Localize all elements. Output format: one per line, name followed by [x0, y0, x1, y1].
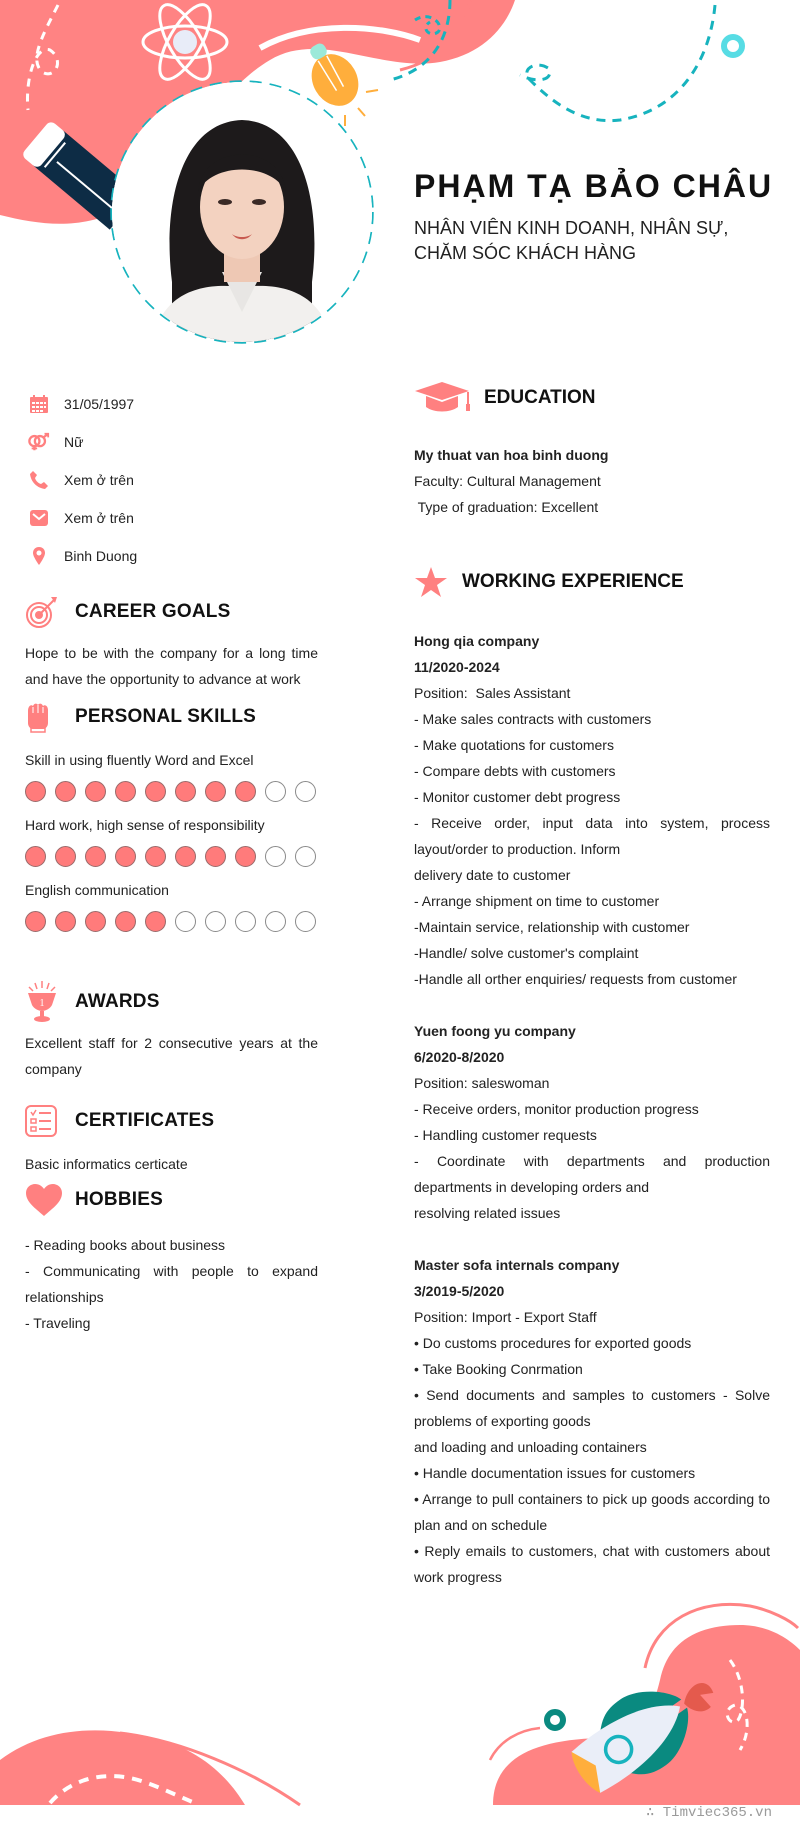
- education-entry: [414, 442, 770, 520]
- rating-dot-filled: [115, 911, 136, 932]
- contact-phone: [28, 461, 137, 499]
- rating-dot-filled: [235, 781, 256, 802]
- star-icon: [414, 566, 448, 598]
- job-duty: - Receive order, input data into system, process layout/order to production. Inform: [414, 815, 770, 857]
- gender-value: Nữ: [64, 434, 84, 450]
- job-duties: [414, 706, 770, 992]
- career-goals-text: Hope to be with the company for a long time and have the opportunity to advance at work: [25, 645, 318, 687]
- skill-label: English communication: [25, 882, 169, 898]
- rating-dot-filled: [85, 846, 106, 867]
- rating-dot-filled: [175, 781, 196, 802]
- job-duty: -Maintain service, relationship with customer: [414, 919, 690, 935]
- rating-dot-filled: [205, 781, 226, 802]
- awards-header: [25, 980, 318, 1024]
- education-section: [414, 378, 770, 520]
- job-duty: • Handle documentation issues for customers: [414, 1465, 696, 1481]
- hobby-item: - Reading books about business: [25, 1237, 226, 1253]
- profile-photo: [112, 82, 372, 342]
- career-goals-section: [25, 592, 318, 692]
- target-icon: [25, 594, 65, 630]
- rating-dot-empty: [265, 846, 286, 867]
- candidate-title: NHÂN VIÊN KINH DOANH, NHÂN SỰ, CHĂM SÓC KHÁCH HÀNG: [414, 218, 729, 263]
- education-header: [414, 378, 770, 418]
- certificates-text: Basic informatics certicate: [25, 1156, 188, 1172]
- hobbies-section: [25, 1180, 318, 1336]
- rating-dot-filled: [205, 846, 226, 867]
- personal-skills-header: [25, 697, 318, 737]
- graduation-cap-icon: [414, 381, 470, 415]
- rating-dot-filled: [85, 781, 106, 802]
- skill-label: Hard work, high sense of responsibility: [25, 817, 265, 833]
- contact-email: [28, 499, 137, 537]
- awards-section: [25, 980, 318, 1082]
- rating-dot-filled: [235, 846, 256, 867]
- job-duty: and loading and unloading containers: [414, 1439, 647, 1455]
- experience-section: [414, 562, 770, 1616]
- contact-birthday: [28, 385, 137, 423]
- rating-dot-filled: [115, 781, 136, 802]
- trophy-icon: [25, 984, 65, 1020]
- hobbies-header: [25, 1180, 318, 1220]
- rating-dot-empty: [295, 781, 316, 802]
- job-period: 11/2020-2024: [414, 659, 500, 675]
- watermark: ∴ Timviec365.vn: [645, 1805, 772, 1821]
- job-entry: [414, 1018, 770, 1226]
- job-duty: • Arrange to pull containers to pick up goods according to plan and on schedule: [414, 1491, 770, 1533]
- jobs-list: [414, 628, 770, 1590]
- company-name: Yuen foong yu company: [414, 1023, 576, 1039]
- skill-rating: [25, 846, 318, 867]
- skill-item: [25, 747, 318, 802]
- personal-skills-section: [25, 697, 318, 942]
- address-value: Binh Duong: [64, 548, 138, 564]
- certificates-section: [25, 1101, 318, 1177]
- avatar-portrait: [112, 82, 372, 342]
- hobbies-list: [25, 1232, 318, 1336]
- rating-dot-filled: [25, 846, 46, 867]
- experience-header: [414, 562, 770, 602]
- career-goals-heading: CAREER GOALS: [75, 601, 231, 622]
- job-duty: - Monitor customer debt progress: [414, 789, 621, 805]
- phone-value[interactable]: Xem ở trên: [64, 472, 134, 488]
- skills-list: [25, 747, 318, 932]
- rating-dot-filled: [145, 846, 166, 867]
- svg-text:1: 1: [39, 998, 45, 1009]
- rating-dot-filled: [145, 781, 166, 802]
- certificates-heading: CERTIFICATES: [75, 1110, 215, 1131]
- rating-dot-filled: [25, 781, 46, 802]
- awards-heading: AWARDS: [75, 991, 160, 1012]
- graduation-type: Type of graduation: Excellent: [414, 499, 599, 515]
- job-entry: [414, 1252, 770, 1590]
- rating-dot-empty: [295, 911, 316, 932]
- awards-text: Excellent staff for 2 consecutive years at the company: [25, 1035, 318, 1077]
- company-name: Master sofa internals company: [414, 1257, 620, 1273]
- skill-item: [25, 877, 318, 932]
- calendar-icon: [28, 393, 50, 415]
- candidate-name: PHẠM TẠ BẢO CHÂU: [414, 168, 774, 204]
- company-name: Hong qia company: [414, 633, 540, 649]
- skill-rating: [25, 911, 318, 932]
- rating-dot-empty: [265, 781, 286, 802]
- career-goals-header: [25, 592, 318, 632]
- job-duty: -Handle all orther enquiries/ requests from customer: [414, 971, 737, 987]
- rating-dot-empty: [175, 911, 196, 932]
- rating-dot-filled: [25, 911, 46, 932]
- rating-dot-filled: [55, 846, 76, 867]
- skill-rating: [25, 781, 318, 802]
- location-pin-icon: [28, 545, 50, 567]
- faculty: Faculty: Cultural Management: [414, 473, 601, 489]
- job-duty: - Arrange shipment on time to customer: [414, 893, 660, 909]
- rating-dot-empty: [235, 911, 256, 932]
- hobby-item: - Communicating with people to expand relationships: [25, 1263, 318, 1305]
- rating-dot-empty: [205, 911, 226, 932]
- job-duty: • Reply emails to customers, chat with customers about work progress: [414, 1543, 770, 1585]
- checklist-icon: [25, 1103, 65, 1139]
- hobbies-heading: HOBBIES: [75, 1189, 163, 1210]
- job-duty: resolving related issues: [414, 1205, 561, 1221]
- certificates-header: [25, 1101, 318, 1141]
- heart-icon: [25, 1182, 65, 1218]
- job-position: Position: Sales Assistant: [414, 685, 571, 701]
- rating-dot-filled: [115, 846, 136, 867]
- job-duty: • Do customs procedures for exported goods: [414, 1335, 692, 1351]
- job-entry: [414, 628, 770, 992]
- school-name: My thuat van hoa binh duong: [414, 447, 609, 463]
- education-heading: EDUCATION: [484, 387, 596, 408]
- job-duty: - Make quotations for customers: [414, 737, 614, 753]
- contact-list: [28, 385, 137, 575]
- hand-icon: [25, 699, 65, 735]
- contact-address: [28, 537, 137, 575]
- job-duty: • Send documents and samples to customers - Solve problems of exporting goods: [414, 1387, 770, 1429]
- job-duties: [414, 1096, 770, 1226]
- rating-dot-filled: [55, 911, 76, 932]
- personal-skills-heading: PERSONAL SKILLS: [75, 706, 257, 727]
- email-value[interactable]: Xem ở trên: [64, 510, 134, 526]
- hobby-item: - Traveling: [25, 1315, 91, 1331]
- job-duty: - Make sales contracts with customers: [414, 711, 652, 727]
- skill-item: [25, 812, 318, 867]
- rating-dot-empty: [265, 911, 286, 932]
- job-position: Position: Import - Export Staff: [414, 1309, 597, 1325]
- rating-dot-filled: [145, 911, 166, 932]
- job-duty: • Take Booking Conrmation: [414, 1361, 583, 1377]
- job-duties: [414, 1330, 770, 1590]
- job-period: 6/2020-8/2020: [414, 1049, 505, 1065]
- job-duty: - Handling customer requests: [414, 1127, 597, 1143]
- rating-dot-filled: [175, 846, 196, 867]
- job-duty: - Receive orders, monitor production progress: [414, 1101, 699, 1117]
- experience-heading: WORKING EXPERIENCE: [462, 571, 684, 592]
- skill-label: Skill in using fluently Word and Excel: [25, 752, 254, 768]
- job-period: 3/2019-5/2020: [414, 1283, 505, 1299]
- birthday-value: 31/05/1997: [64, 396, 135, 412]
- rating-dot-filled: [85, 911, 106, 932]
- contact-gender: [28, 423, 137, 461]
- job-duty: - Compare debts with customers: [414, 763, 616, 779]
- job-duty: - Coordinate with departments and production departments in developing orders and: [414, 1153, 770, 1195]
- rating-dot-empty: [295, 846, 316, 867]
- email-icon: [28, 507, 50, 529]
- job-duty: delivery date to customer: [414, 867, 571, 883]
- gender-icon: [28, 431, 50, 453]
- job-duty: -Handle/ solve customer's complaint: [414, 945, 639, 961]
- rating-dot-filled: [55, 781, 76, 802]
- phone-icon: [28, 469, 50, 491]
- job-position: Position: saleswoman: [414, 1075, 550, 1091]
